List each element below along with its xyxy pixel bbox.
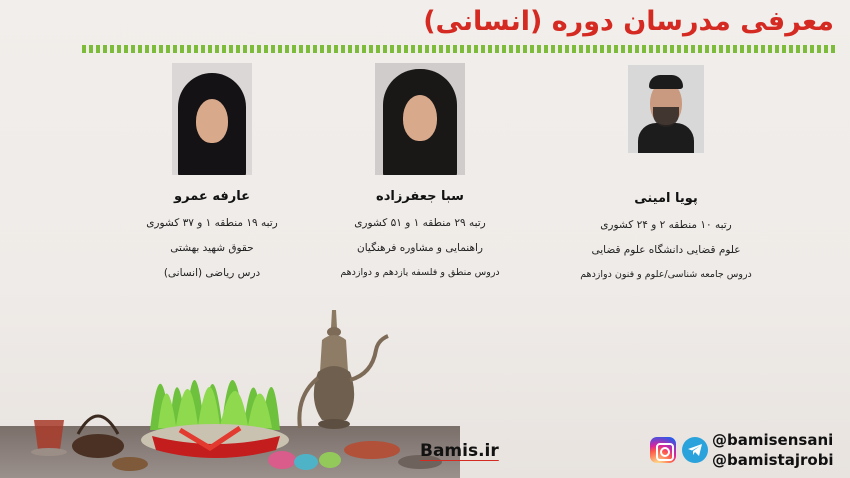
teacher-field: حقوق شهید بهشتی bbox=[170, 242, 254, 254]
telegram-icon[interactable] bbox=[682, 437, 708, 463]
teacher-field: راهنمایی و مشاوره فرهنگیان bbox=[357, 242, 483, 254]
telegram-handle[interactable]: @bamistajrobi bbox=[712, 451, 834, 469]
teacher-rank: رتبه ۱۰ منطقه ۲ و ۲۴ کشوری bbox=[600, 219, 732, 231]
teacher-rank: رتبه ۱۹ منطقه ۱ و ۳۷ کشوری bbox=[146, 217, 278, 229]
instagram-handle[interactable]: @bamisensani bbox=[712, 431, 834, 449]
teacher-courses: دروس جامعه شناسی/علوم و فنون دوازدهم bbox=[580, 269, 752, 280]
teacher-rank: رتبه ۲۹ منطقه ۱ و ۵۱ کشوری bbox=[354, 217, 486, 229]
haftsin-decoration bbox=[0, 300, 460, 478]
teacher-name: پویا امینی bbox=[634, 191, 698, 206]
teacher-card-1 bbox=[551, 63, 781, 280]
teacher-field: علوم قضایی دانشگاه علوم قضایی bbox=[591, 244, 741, 256]
teacher-card-3 bbox=[97, 63, 327, 279]
teacher-name: سبا جعفرزاده bbox=[376, 189, 464, 204]
teacher-photo bbox=[172, 63, 252, 175]
title-divider bbox=[82, 45, 838, 53]
haftsin-illustration bbox=[0, 300, 460, 478]
page-title: معرفی مدرسان دوره (انسانی) bbox=[423, 6, 834, 37]
site-watermark[interactable]: Bamis.ir bbox=[420, 441, 499, 461]
instagram-icon[interactable] bbox=[650, 437, 676, 463]
teacher-name: عارفه عمرو bbox=[174, 189, 250, 204]
teacher-photo bbox=[375, 63, 465, 175]
social-handles bbox=[650, 429, 850, 473]
teacher-card-2 bbox=[305, 63, 535, 278]
teacher-photo bbox=[628, 65, 704, 153]
teacher-courses: درس ریاضی (انسانی) bbox=[163, 267, 261, 279]
teacher-courses: دروس منطق و فلسفه یازدهم و دوازدهم bbox=[340, 267, 500, 278]
